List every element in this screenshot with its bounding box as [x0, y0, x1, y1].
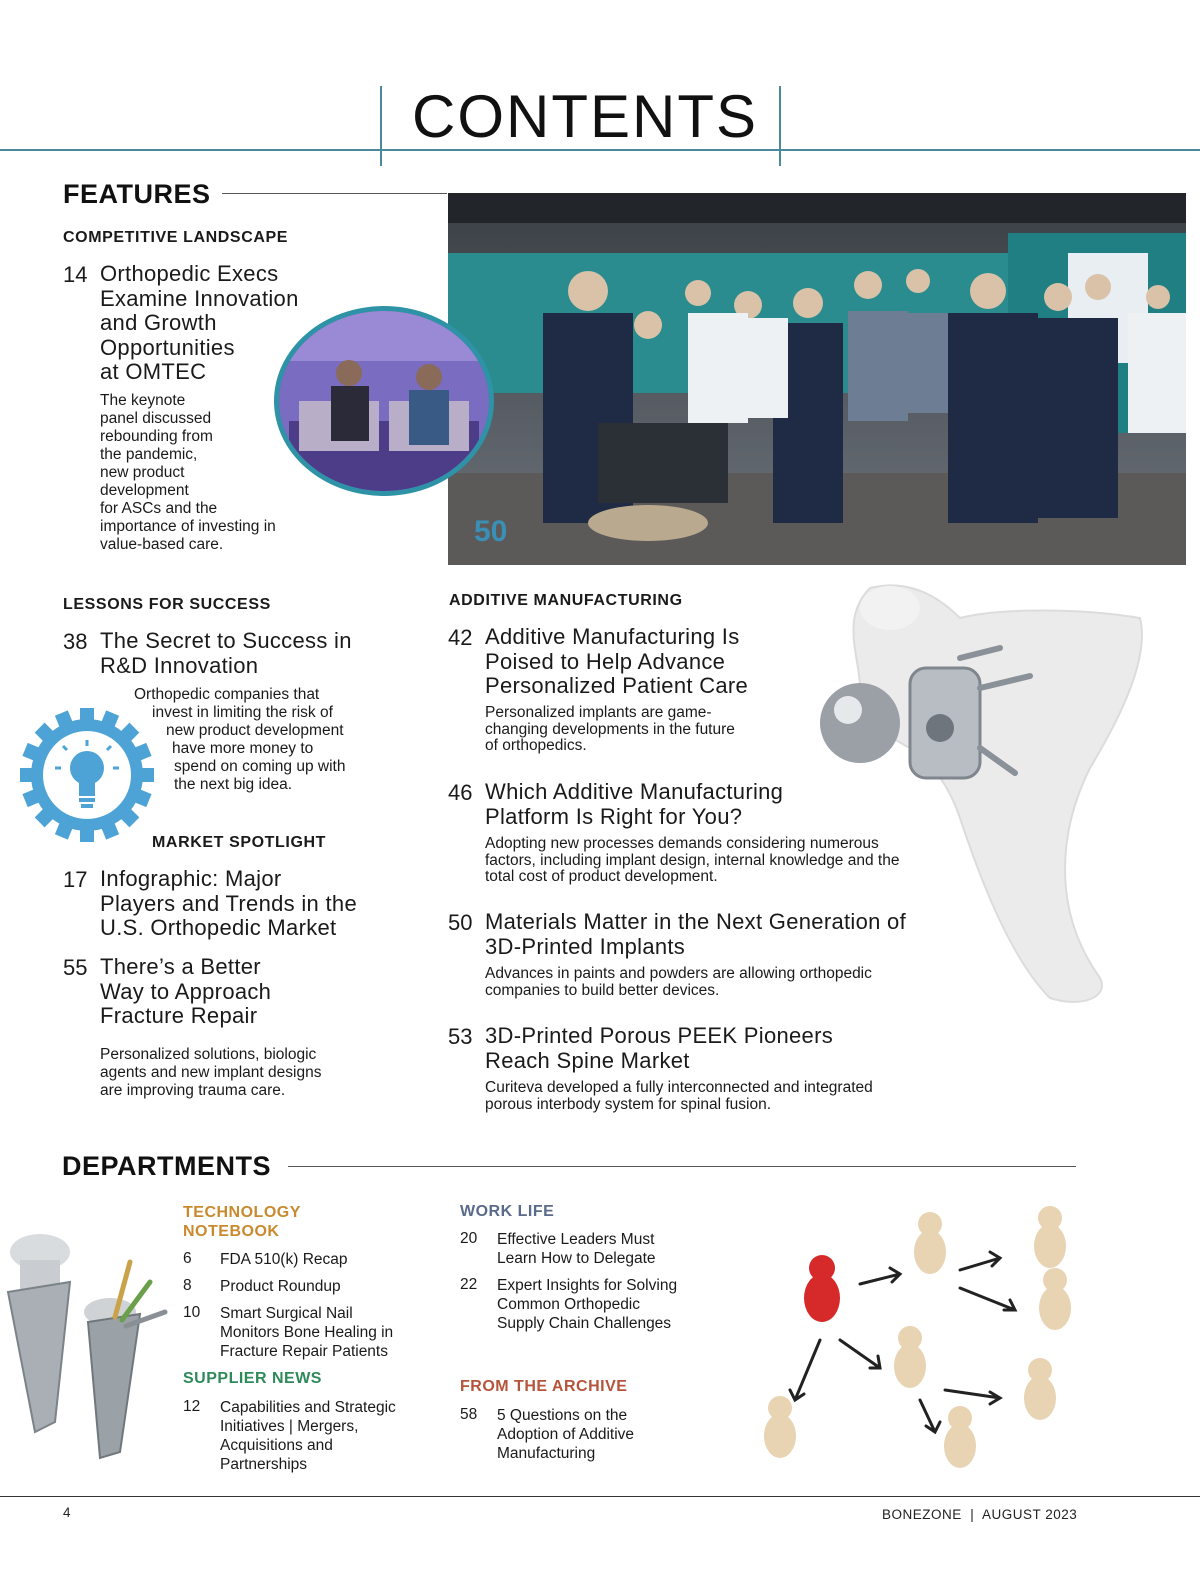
dept-number-22: 22	[460, 1276, 478, 1293]
footer-rule	[0, 1496, 1200, 1497]
photo-page-badge: 50	[474, 515, 508, 548]
departments-rule	[288, 1166, 1076, 1167]
article-dek-53: Curiteva developed a fully interconnected and integrated porous interbody system for spinal fusion.	[485, 1079, 873, 1113]
tradeshow-photo-graphic	[448, 193, 1186, 565]
features-heading: FEATURES	[63, 179, 211, 209]
gear-lightbulb-icon	[18, 706, 156, 844]
article-number-38: 38	[63, 629, 88, 654]
article-title-42[interactable]: Additive Manufacturing Is Poised to Help Advance Personalized Patient Care	[485, 624, 749, 698]
supplier-category: SUPPLIER NEWS	[183, 1370, 322, 1387]
page-number: 4	[63, 1505, 72, 1520]
page-title: CONTENTS	[412, 83, 758, 150]
dept-title-8[interactable]: Product Roundup	[220, 1278, 341, 1295]
dept-title-12[interactable]: Capabilities and Strategic Initiatives | Mergers, Acquisitions and Partnerships	[220, 1399, 396, 1473]
article-title-38[interactable]: The Secret to Success in R&D Innovation	[100, 628, 352, 678]
article-number-50: 50	[448, 910, 473, 935]
dept-number-12: 12	[183, 1398, 201, 1415]
article-title-55[interactable]: There’s a Better Way to Approach Fracture Repair	[100, 954, 272, 1028]
article-number-17: 17	[63, 867, 88, 892]
article-title-14[interactable]: Orthopedic Execs Examine Innovation and Growth Opportunities at OMTEC	[100, 261, 299, 384]
article-title-17[interactable]: Infographic: Major Players and Trends in the U.S. Orthopedic Market	[100, 866, 357, 940]
dept-title-22[interactable]: Expert Insights for Solving Common Orthopedic Supply Chain Challenges	[497, 1277, 678, 1332]
dept-title-6[interactable]: FDA 510(k) Recap	[220, 1251, 348, 1268]
article-number-55: 55	[63, 955, 88, 980]
departments-heading: DEPARTMENTS	[62, 1151, 272, 1181]
features-rule	[222, 193, 447, 194]
article-title-53[interactable]: 3D-Printed Porous PEEK Pioneers Reach Spine Market	[485, 1023, 834, 1073]
delegation-figures-image	[750, 1200, 1090, 1480]
dept-title-10[interactable]: Smart Surgical Nail Monitors Bone Healing in Fracture Repair Patients	[220, 1305, 394, 1360]
article-dek-50: Advances in paints and powders are allowing orthopedic companies to build better devices.	[485, 965, 872, 999]
dept-number-10: 10	[183, 1304, 201, 1321]
dept-number-20: 20	[460, 1230, 478, 1247]
archive-category: FROM THE ARCHIVE	[460, 1378, 628, 1395]
article-number-53: 53	[448, 1024, 473, 1049]
keynote-photo-graphic	[279, 311, 489, 491]
article-number-14: 14	[63, 262, 88, 287]
dept-number-6: 6	[183, 1250, 192, 1267]
keynote-photo	[274, 306, 494, 496]
dept-number-8: 8	[183, 1277, 192, 1294]
article-dek-55: Personalized solutions, biologic agents and new implant designs are improving trauma care.	[100, 1046, 322, 1099]
worklife-category: WORK LIFE	[460, 1203, 555, 1220]
market-category: MARKET SPOTLIGHT	[152, 834, 327, 851]
dept-number-58: 58	[460, 1406, 478, 1423]
article-dek-38: Orthopedic companies that invest in limiting the risk of new product development have more money to spend on coming up with the next big idea.	[134, 686, 346, 793]
tradeshow-photo	[448, 193, 1186, 565]
dept-title-20[interactable]: Effective Leaders Must Learn How to Delegate	[497, 1231, 656, 1267]
article-dek-46: Adopting new processes demands considering numerous factors, including implant design, internal knowledge and the total cost of product development.	[485, 835, 900, 885]
hip-implants-image	[0, 1222, 180, 1462]
lessons-category: LESSONS FOR SUCCESS	[63, 596, 271, 613]
masthead-left-bar	[380, 86, 382, 166]
article-dek-42: Personalized implants are game- changing developments in the future of orthopedics.	[485, 704, 735, 754]
additive-category: ADDITIVE MANUFACTURING	[449, 592, 683, 609]
article-number-46: 46	[448, 780, 473, 805]
dept-title-58[interactable]: 5 Questions on the Adoption of Additive Manufacturing	[497, 1407, 635, 1462]
publication-info: BONEZONE | AUGUST 2023	[882, 1507, 1078, 1522]
article-dek-14: The keynote panel discussed rebounding from the pandemic, new product development for ASCs and the importance of investing in value-based care.	[100, 392, 276, 553]
technology-category: TECHNOLOGY NOTEBOOK	[183, 1204, 301, 1240]
competitive-category: COMPETITIVE LANDSCAPE	[63, 229, 289, 246]
article-number-42: 42	[448, 625, 473, 650]
article-title-46[interactable]: Which Additive Manufacturing Platform Is Right for You?	[485, 779, 784, 829]
article-title-50[interactable]: Materials Matter in the Next Generation of 3D-Printed Implants	[485, 909, 907, 959]
